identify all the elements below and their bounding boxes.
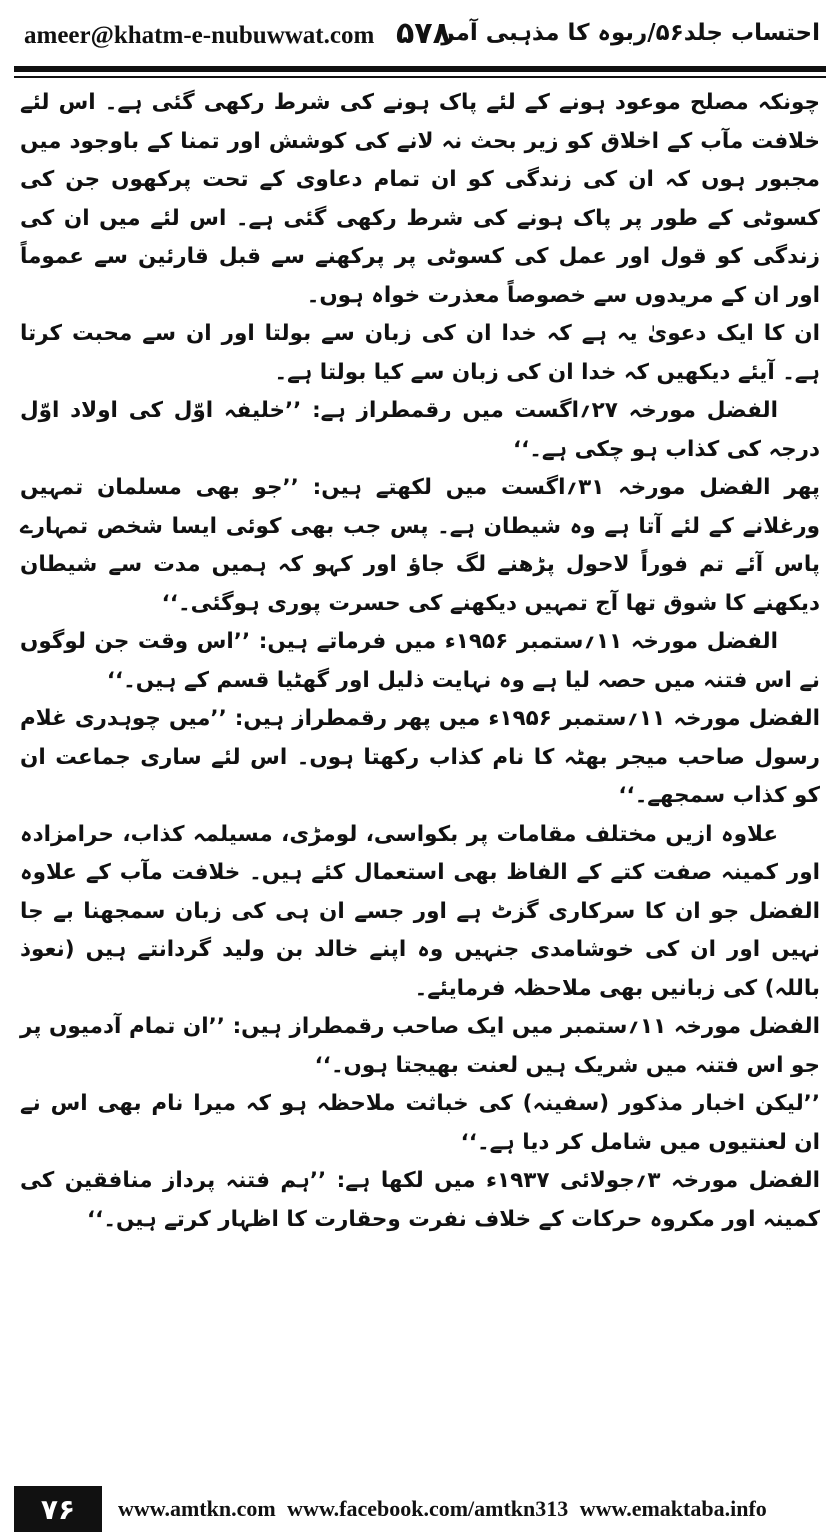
page-body (20, 84, 820, 1239)
paragraph-8: الفضل مورخہ ۱۱؍ستمبر میں ایک صاحب رقمطراز ہیں: ’’ان تمام آدمیوں پر جو اس فتنہ میں شریک ہیں لعنت بھیجتا ہوں۔‘‘ (20, 1014, 820, 1078)
footer-links[interactable]: www.amtkn.com www.facebook.com/amtkn313 www.emaktaba.info (118, 1496, 767, 1521)
footer-page-number: ۷۶ (14, 1486, 102, 1532)
header-rule-thick (14, 66, 826, 72)
header-rule-thin (14, 76, 826, 78)
header-email: ameer@khatm-e-nubuwwat.com (24, 22, 375, 49)
paragraph-4: پھر الفضل مورخہ ۳۱؍اگست میں لکھتے ہیں: ’’جو بھی مسلمان تمہیں ورغلانے کے لئے آتا ہے وہ شیطان ہے۔ پس جب بھی کوئی ایسا شخص تمہارے پاس آئے تم فوراً لاحول پڑھنے لگ جاؤ اور کہو کہ ہمیں مدت سے شیطان دیکھنے کا شوق تھا آج تمہیں دیکھنے کی حسرت پوری ہوگئی۔‘‘ (20, 475, 820, 616)
header-page-number: ۵۷۸ (396, 16, 451, 51)
page-header (14, 8, 826, 64)
paragraph-3: الفضل مورخہ ۲۷؍اگست میں رقمطراز ہے: ’’خلیفہ اوّل کی اولاد اوّل درجہ کی کذاب ہو چکی ہے۔‘‘ (20, 398, 820, 462)
page-footer (14, 1486, 826, 1534)
header-book-title: احتساب جلد۵۶/ربوہ کا مذہبی آمر (441, 20, 820, 46)
paragraph-9: ’’لیکن اخبار مذکور (سفینہ) کی خباثت ملاحظہ ہو کہ میرا نام بھی اس نے ان لعنتیوں میں شامل کر دیا ہے۔‘‘ (20, 1091, 820, 1155)
paragraph-7: علاوہ ازیں مختلف مقامات پر بکواسی، لومڑی، مسیلمہ کذاب، حرامزادہ اور کمینہ صفت کتے کے الفاظ بھی استعمال کئے ہیں۔ خلافت مآب کے علاوہ الفضل جو ان کا سرکاری گزٹ ہے اور جسے ان ہی کی زبان سمجھنا بے جا نہیں اور ان کی خوشامدی جنہیں وہ اپنے خالد بن ولید گردانتے ہیں (نعوذ باللہ) کی زبانیں بھی ملاحظہ فرمایئے۔ (20, 821, 820, 1001)
paragraph-10: الفضل مورخہ ۳؍جولائی ۱۹۳۷ء میں لکھا ہے: ’’ہم فتنہ پرداز منافقین کی کمینہ اور مکروہ حرکات کے خلاف نفرت وحقارت کا اظہار کرتے ہیں۔‘‘ (20, 1168, 820, 1232)
paragraph-2: ان کا ایک دعویٰ یہ ہے کہ خدا ان کی زبان سے بولتا اور ان سے محبت کرتا ہے۔ آیئے دیکھیں کہ خدا ان کی زبان سے کیا بولتا ہے۔ (20, 321, 820, 385)
paragraph-1: چونکہ مصلح موعود ہونے کے لئے پاک ہونے کی شرط رکھی گئی ہے۔ اس لئے خلافت مآب کے اخلاق کو زیر بحث نہ لانے کی کوشش اور تمنا کے باوجود میں مجبور ہوں کہ ان کی زندگی کو ان تمام دعاوی کے تحت پرکھوں جن کی کسوٹی کے طور پر پاک ہونے کی شرط رکھی گئی ہے۔ اس لئے میں ان کی زندگی کو قول اور عمل کی کسوٹی پر پرکھنے سے قبل قارئین سے عموماً اور ان کے مریدوں سے خصوصاً معذرت خواہ ہوں۔ (20, 90, 820, 308)
paragraph-5: الفضل مورخہ ۱۱؍ستمبر ۱۹۵۶ء میں فرماتے ہیں: ’’اس وقت جن لوگوں نے اس فتنہ میں حصہ لیا ہے وہ نہایت ذلیل اور گھٹیا قسم کے ہیں۔‘‘ (20, 629, 820, 693)
paragraph-6: الفضل مورخہ ۱۱؍ستمبر ۱۹۵۶ء میں پھر رقمطراز ہیں: ’’میں چوہدری غلام رسول صاحب میجر بھٹہ کا نام کذاب رکھتا ہوں۔ اس لئے ساری جماعت ان کو کذاب سمجھے۔‘‘ (20, 706, 820, 808)
